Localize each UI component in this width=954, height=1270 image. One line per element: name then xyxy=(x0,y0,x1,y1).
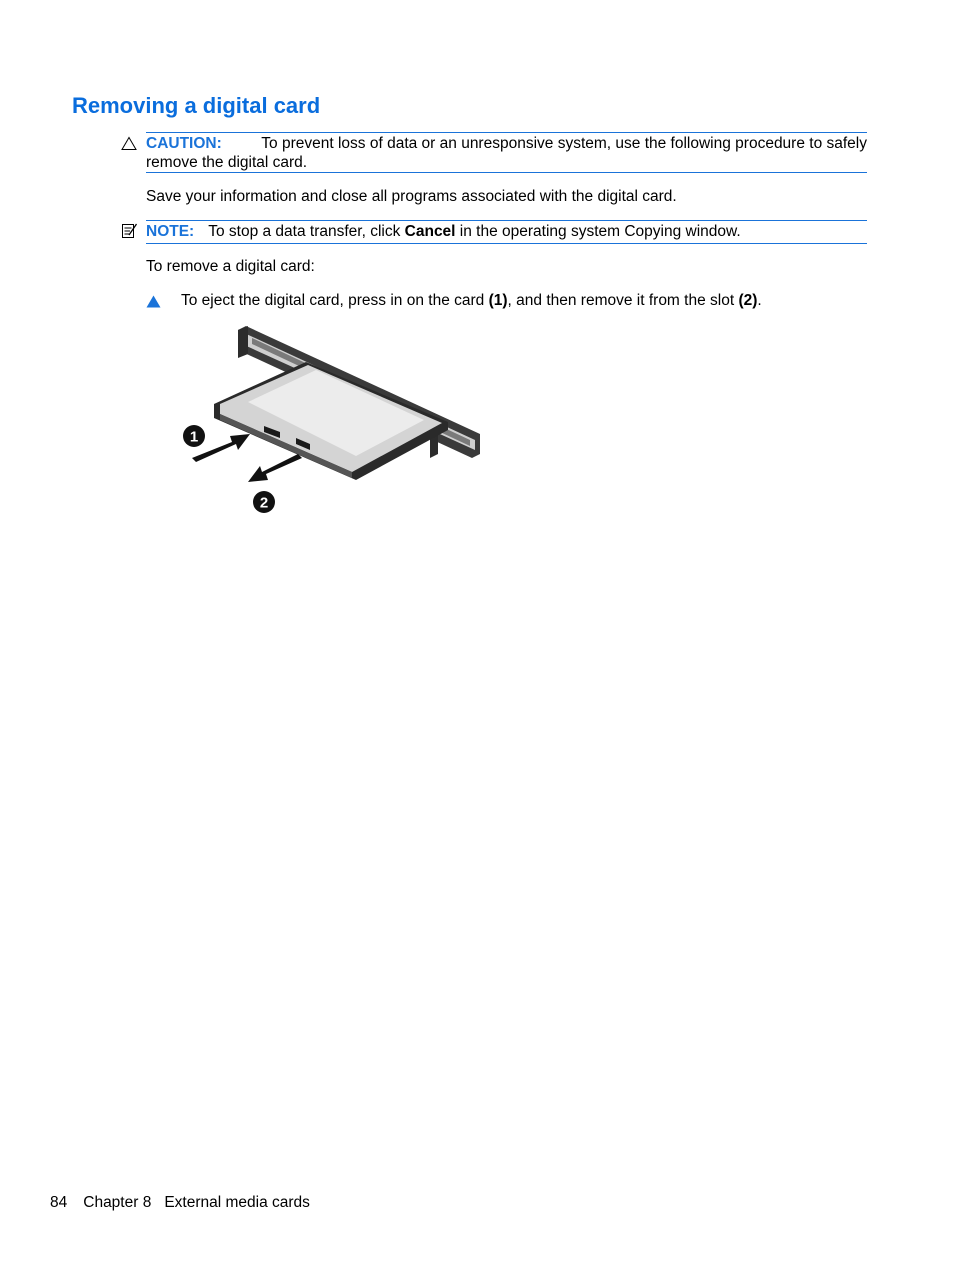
caution-first-line xyxy=(146,134,867,153)
caution-callout xyxy=(146,132,867,173)
eject-arrow xyxy=(248,454,302,482)
chapter-title: External media cards xyxy=(164,1194,310,1211)
callout-1-icon xyxy=(183,425,205,447)
step-text xyxy=(181,291,762,310)
step-bold1: (1) xyxy=(488,292,508,309)
caution-text-line1: To prevent loss of data or an unresponsive system, use the following procedure to safely xyxy=(261,135,867,152)
step-part2: , and then remove it from the slot xyxy=(507,292,739,309)
blue-triangle-bullet-icon xyxy=(146,294,161,313)
save-paragraph: Save your information and close all programs associated with the digital card. xyxy=(146,188,677,205)
svg-text:1: 1 xyxy=(189,428,199,446)
note-text-after: in the operating system Copying window. xyxy=(455,223,741,240)
step-part3: . xyxy=(757,292,762,309)
caution-text-line2: remove the digital card. xyxy=(146,154,308,171)
caution-triangle-icon xyxy=(121,136,137,156)
note-text-before: To stop a data transfer, click xyxy=(208,223,405,240)
svg-text:2: 2 xyxy=(259,494,269,512)
remove-intro-paragraph: To remove a digital card: xyxy=(146,258,315,275)
step-part1: To eject the digital card, press in on the card xyxy=(181,292,489,309)
chapter-label: Chapter 8 xyxy=(83,1194,152,1211)
note-cancel-bold: Cancel xyxy=(404,223,456,240)
digital-card-illustration xyxy=(180,322,485,518)
note-callout xyxy=(146,220,867,244)
note-label: NOTE: xyxy=(146,223,195,240)
callout-2-icon xyxy=(253,491,275,513)
page-heading: Removing a digital card xyxy=(72,93,321,118)
note-pad-icon xyxy=(121,222,138,245)
caution-label: CAUTION: xyxy=(146,135,222,152)
step-bold2: (2) xyxy=(738,292,758,309)
page-footer xyxy=(50,1193,310,1212)
page-number: 84 xyxy=(50,1194,68,1211)
